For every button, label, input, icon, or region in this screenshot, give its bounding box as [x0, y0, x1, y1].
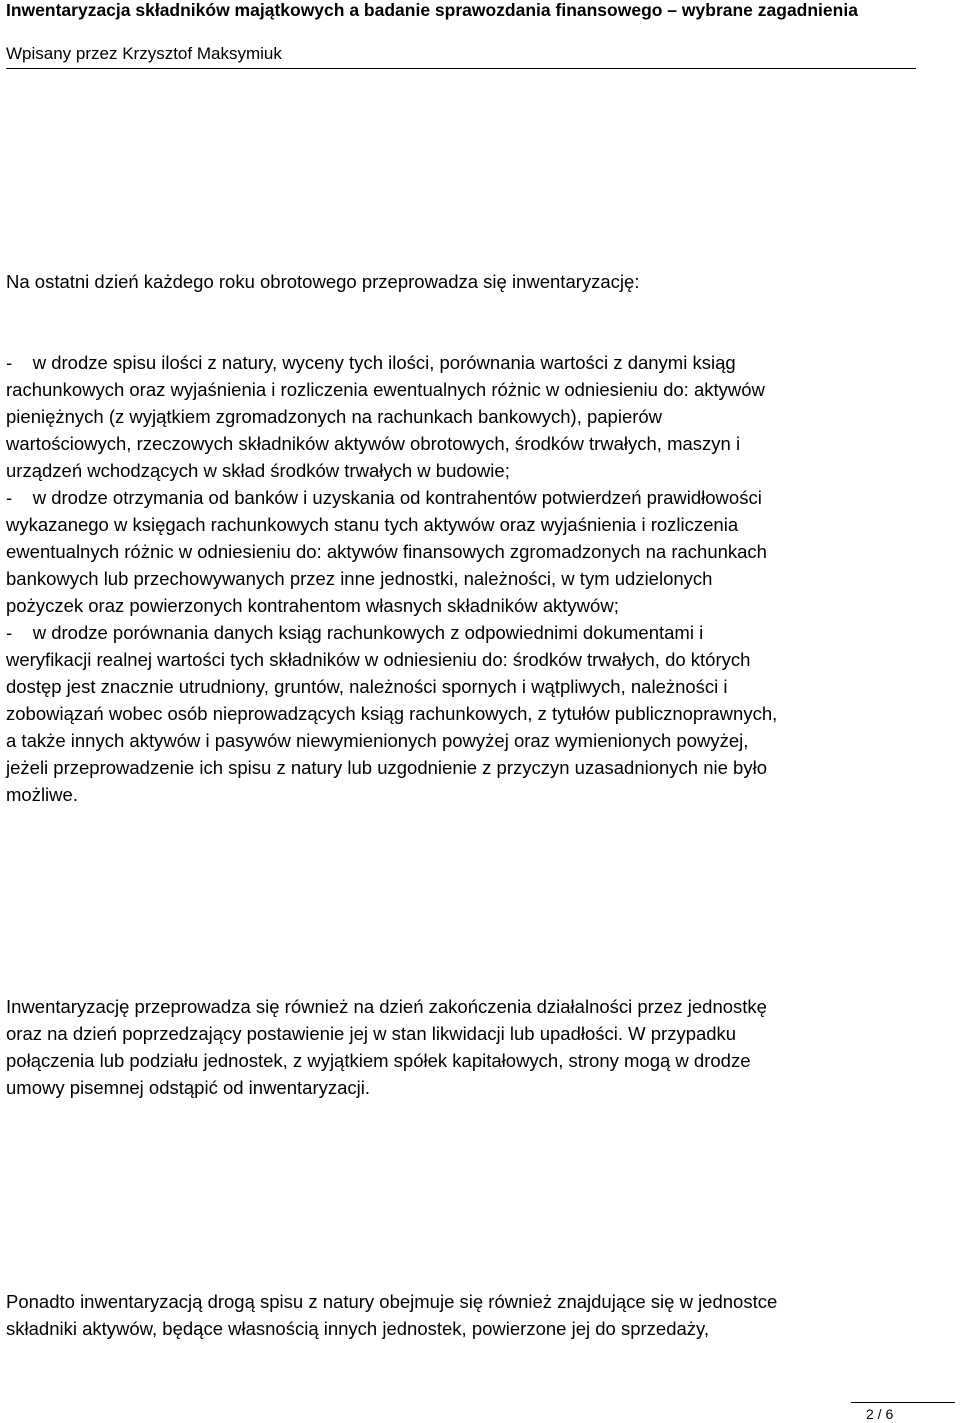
paragraph-line: - w drodze porównania danych ksiąg rachunkowych z odpowiednimi dokumentami i [6, 622, 704, 643]
header-divider [6, 68, 916, 69]
paragraph-third-party-assets [6, 1288, 956, 1342]
paragraph-line: oraz na dzień poprzedzający postawienie jej w stan likwidacji lub upadłości. W przypadku [6, 1023, 737, 1044]
paragraph-line: pieniężnych (z wyjątkiem zgromadzonych na rachunkach bankowych), papierów [6, 406, 663, 427]
paragraph-line: a także innych aktywów i pasywów niewymienionych powyżej oraz wymienionych powyżej, [6, 730, 749, 751]
paragraph-line: połączenia lub podziału jednostek, z wyjątkiem spółek kapitałowych, strony mogą w drodze [6, 1050, 751, 1071]
paragraph-line: wartościowych, rzeczowych składników aktywów obrotowych, środków trwałych, maszyn i [6, 433, 741, 454]
paragraph-line: składniki aktywów, będące własnością innych jednostek, powierzone jej do sprzedaży, [6, 1318, 710, 1339]
paragraph-line: jeżeli przeprowadzenie ich spisu z natury lub uzgodnienie z przyczyn uzasadnionych nie było [6, 757, 767, 778]
paragraph-line: ewentualnych różnic w odniesieniu do: aktywów finansowych zgromadzonych na rachunkach [6, 541, 767, 562]
paragraph-line: pożyczek oraz powierzonych kontrahentom własnych składników aktywów; [6, 595, 619, 616]
paragraph-line: rachunkowych oraz wyjaśnienia i rozliczenia ewentualnych różnic w odniesieniu do: aktywów [6, 379, 765, 400]
paragraph-intro: Na ostatni dzień każdego roku obrotowego przeprowadza się inwentaryzację: [6, 271, 640, 292]
inventory-methods-list [6, 349, 956, 808]
paragraph-line: możliwe. [6, 784, 78, 805]
author-line: Wpisany przez Krzysztof Maksymiuk [6, 44, 282, 63]
page-number: 2 / 6 [866, 1406, 894, 1422]
paragraph-line: dostęp jest znacznie utrudniony, gruntów, należności spornych i wątpliwych, należności i [6, 676, 728, 697]
paragraph-line: urządzeń wchodzących w skład środków trwałych w budowie; [6, 460, 510, 481]
paragraph-line: - w drodze spisu ilości z natury, wyceny tych ilości, porównania wartości z danymi ksiąg [6, 352, 736, 373]
paragraph-line: weryfikacji realnej wartości tych składników w odniesieniu do: środków trwałych, do których [6, 649, 751, 670]
paragraph-line: umowy pisemnej odstąpić od inwentaryzacji. [6, 1077, 371, 1098]
paragraph-line: - w drodze otrzymania od banków i uzyskania od kontrahentów potwierdzeń prawidłowości [6, 487, 762, 508]
paragraph-line: Ponadto inwentaryzacją drogą spisu z natury obejmuje się również znajdujące się w jednostce [6, 1291, 778, 1312]
paragraph-line: wykazanego w księgach rachunkowych stanu tych aktywów oraz wyjaśnienia i rozliczenia [6, 514, 739, 535]
paragraph-line: zobowiązań wobec osób nieprowadzących ksiąg rachunkowych, z tytułów publicznoprawnych, [6, 703, 778, 724]
document-title: Inwentaryzacja składników majątkowych a badanie sprawozdania finansowego – wybrane zagadnienia [6, 0, 858, 20]
footer-divider [851, 1402, 955, 1403]
paragraph-line: Inwentaryzację przeprowadza się również na dzień zakończenia działalności przez jednostkę [6, 996, 767, 1017]
paragraph-liquidation [6, 993, 956, 1101]
paragraph-line: bankowych lub przechowywanych przez inne jednostki, należności, w tym udzielonych [6, 568, 713, 589]
